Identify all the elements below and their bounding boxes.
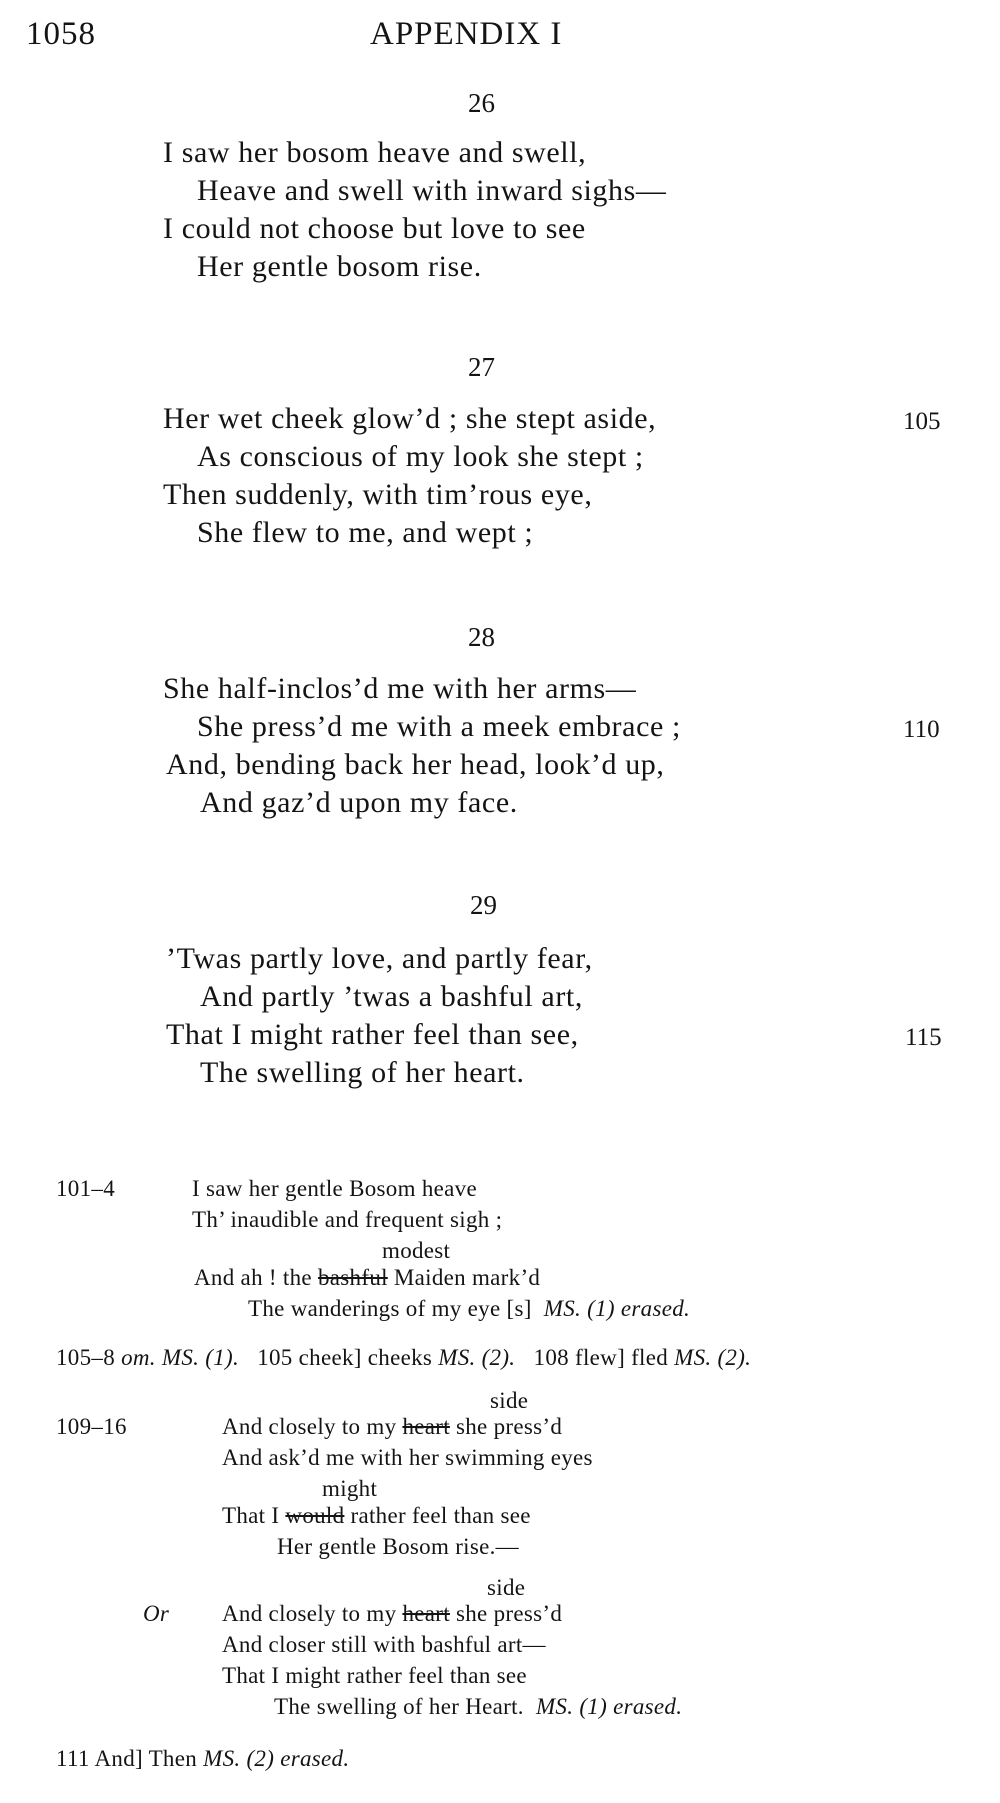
verse-line: I saw her bosom heave and swell, — [163, 136, 587, 169]
interlinear-word: side — [487, 1575, 526, 1600]
manuscript-source: MS. (2) erased. — [203, 1746, 350, 1771]
manuscript-source: MS. (1) erased. — [535, 1694, 683, 1719]
verse-line: She flew to me, and wept ; — [197, 516, 534, 549]
note-line: And closely to my heart she press’d — [222, 1601, 563, 1626]
stanza-number: 27 — [468, 352, 495, 382]
verse-line: ’Twas partly love, and partly fear, — [166, 942, 593, 975]
note-line: And closer still with bashful art— — [222, 1632, 546, 1657]
struck-word: would — [285, 1503, 345, 1528]
note-reference: 101–4 — [56, 1176, 115, 1201]
note-line: 105–8 om. MS. (1). 105 cheek] cheeks MS. (2). 108 flew] fled MS. (2). — [56, 1345, 752, 1370]
note-line: I saw her gentle Bosom heave — [192, 1176, 477, 1201]
note-line: Her gentle Bosom rise.— — [277, 1534, 519, 1559]
note-line: That I might rather feel than see — [222, 1663, 527, 1688]
stanza-number: 28 — [468, 622, 495, 652]
note-reference: 109–16 — [56, 1414, 127, 1439]
stanza-number: 26 — [468, 88, 495, 118]
line-number: 105 — [903, 408, 941, 435]
struck-word: bashful — [318, 1265, 388, 1290]
verse-line: I could not choose but love to see — [163, 212, 586, 245]
verse-line: She press’d me with a meek embrace ; — [197, 710, 681, 743]
interlinear-word: side — [490, 1388, 529, 1413]
verse-line: She half-inclos’d me with her arms— — [163, 672, 637, 705]
note-line: The wanderings of my eye [s] MS. (1) erased. — [248, 1296, 691, 1321]
struck-word: heart — [402, 1601, 450, 1626]
verse-line: That I might rather feel than see, — [166, 1018, 579, 1051]
verse-line: And partly ’twas a bashful art, — [200, 980, 583, 1013]
note-line: That I would rather feel than see — [222, 1503, 531, 1528]
note-line: And ask’d me with her swimming eyes — [222, 1445, 593, 1470]
verse-line: Heave and swell with inward sighs— — [197, 174, 667, 207]
note-line: And ah ! the bashful Maiden mark’d — [194, 1265, 541, 1290]
alternative-label: Or — [143, 1601, 170, 1626]
line-number: 110 — [903, 716, 940, 743]
interlinear-word: might — [322, 1476, 378, 1501]
verse-line: As conscious of my look she stept ; — [197, 440, 644, 473]
verse-line: And, bending back her head, look’d up, — [166, 748, 665, 781]
note-line: And closely to my heart she press’d — [222, 1414, 563, 1439]
note-line: Th’ inaudible and frequent sigh ; — [192, 1207, 503, 1232]
verse-line: And gaz’d upon my face. — [200, 786, 518, 819]
interlinear-word: modest — [382, 1238, 451, 1263]
verse-line: Then suddenly, with tim’rous eye, — [163, 478, 593, 511]
stanza-number: 29 — [470, 890, 497, 920]
verse-line: The swelling of her heart. — [200, 1056, 525, 1089]
note-line: 111 And] Then MS. (2) erased. — [56, 1746, 350, 1771]
note-line: The swelling of her Heart. MS. (1) erased. — [274, 1694, 683, 1719]
verse-line: Her gentle bosom rise. — [197, 250, 482, 283]
line-number: 115 — [905, 1024, 942, 1051]
verse-line: Her wet cheek glow’d ; she stept aside, — [163, 402, 657, 435]
page-number: 1058 — [26, 16, 96, 52]
struck-word: heart — [402, 1414, 450, 1439]
manuscript-source: MS. (1) erased. — [543, 1296, 691, 1321]
running-header: APPENDIX I — [370, 16, 563, 52]
